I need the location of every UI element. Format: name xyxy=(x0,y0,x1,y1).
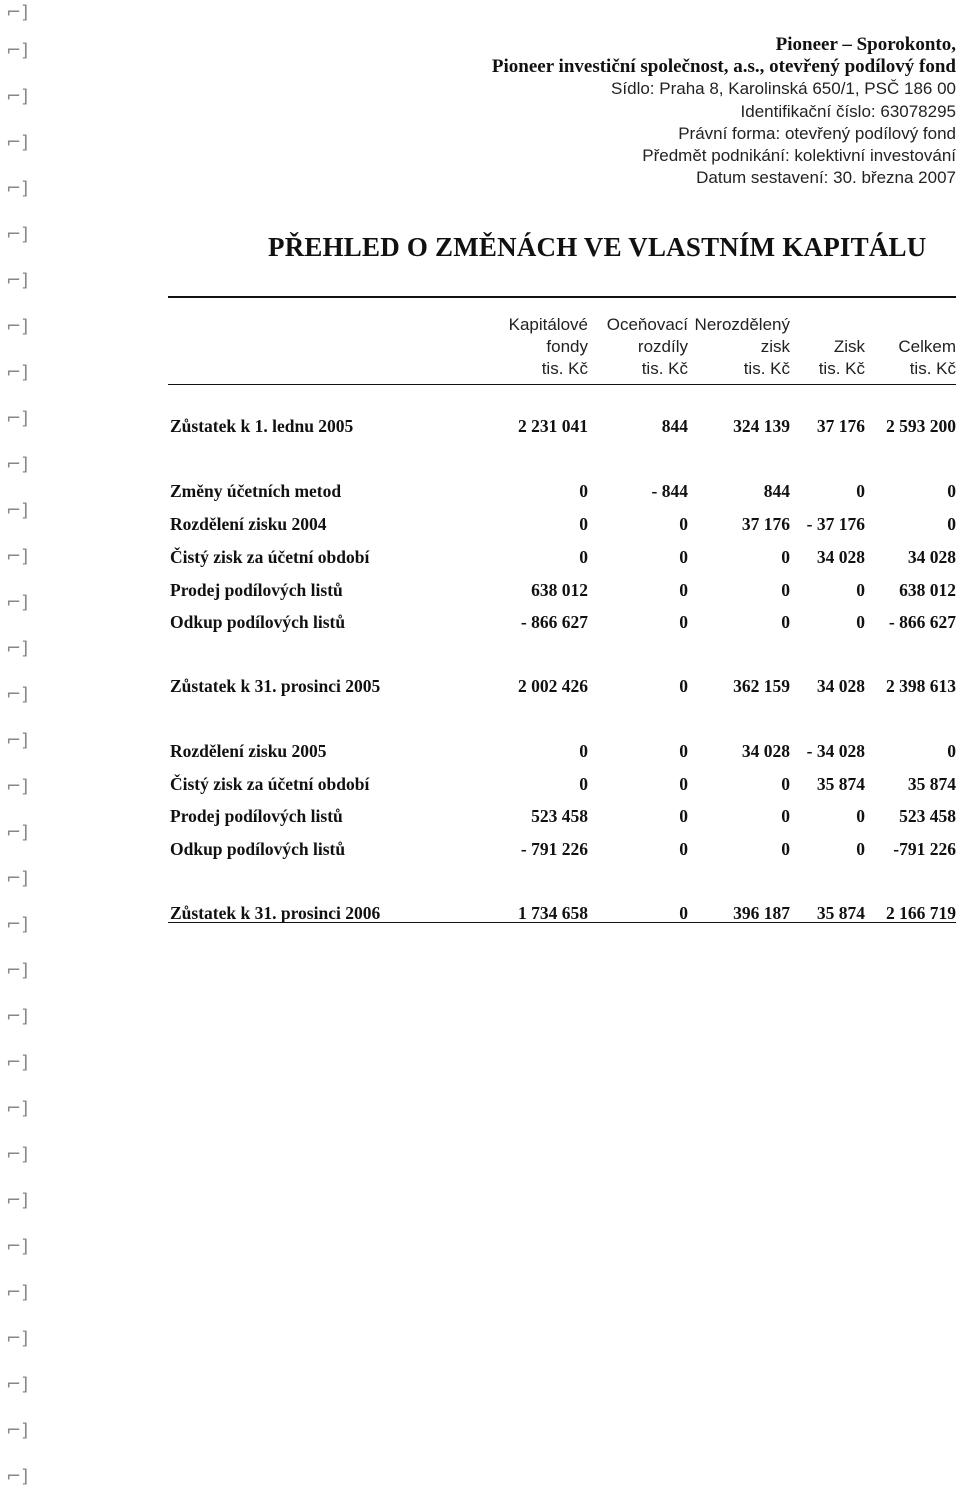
cell-capital-funds: 0 xyxy=(579,481,588,501)
binder-mark-icon: ⌐] xyxy=(6,1466,29,1487)
binder-mark-icon: ⌐] xyxy=(6,546,29,567)
cell-total: 2 398 613 xyxy=(886,676,956,696)
table-row xyxy=(0,741,960,765)
binder-mark-icon: ⌐] xyxy=(6,684,29,705)
cell-capital-funds: 0 xyxy=(579,547,588,567)
binder-mark-icon: ⌐] xyxy=(6,914,29,935)
cell-total: - 866 627 xyxy=(888,612,956,632)
column-unit: tis. Kč xyxy=(909,359,956,378)
cell-total: 2 593 200 xyxy=(886,416,956,436)
cell-profit: 37 176 xyxy=(816,416,865,436)
cell-profit: - 34 028 xyxy=(806,741,865,761)
row-label: Zůstatek k 31. prosinci 2005 xyxy=(170,676,381,696)
cell-profit: 34 028 xyxy=(816,547,865,567)
cell-revaluation: 844 xyxy=(661,416,688,436)
table-row xyxy=(0,806,960,830)
binder-mark-icon: ⌐] xyxy=(6,1236,29,1257)
cell-total: 0 xyxy=(947,481,956,501)
binder-mark-icon: ⌐] xyxy=(6,86,29,107)
column-header-line: Oceňovací xyxy=(606,315,688,334)
cell-total: 638 012 xyxy=(899,580,956,600)
fund-id-number: Identifikační číslo: 63078295 xyxy=(740,101,956,121)
cell-retained-earnings: 0 xyxy=(781,839,790,859)
cell-retained-earnings: 0 xyxy=(781,806,790,826)
cell-revaluation: 0 xyxy=(679,741,688,761)
cell-retained-earnings: 324 139 xyxy=(733,416,790,436)
cell-profit: 35 874 xyxy=(816,774,865,794)
divider-final xyxy=(168,922,956,923)
binder-mark-icon: ⌐] xyxy=(6,776,29,797)
column-header-retained-earnings xyxy=(695,314,790,380)
binder-mark-icon: ⌐] xyxy=(6,224,29,245)
row-label: Zůstatek k 1. lednu 2005 xyxy=(170,416,354,436)
cell-revaluation: 0 xyxy=(679,547,688,567)
cell-retained-earnings: 0 xyxy=(781,547,790,567)
binder-mark-icon: ⌐] xyxy=(6,316,29,337)
cell-capital-funds: 638 012 xyxy=(531,580,588,600)
cell-profit: 35 874 xyxy=(816,903,865,923)
fund-date-compiled: Datum sestavení: 30. března 2007 xyxy=(696,168,956,188)
binder-mark-icon: ⌐] xyxy=(6,270,29,291)
cell-capital-funds: 2 231 041 xyxy=(518,416,588,436)
cell-capital-funds: 2 002 426 xyxy=(518,676,588,696)
binder-mark-icon: ⌐] xyxy=(6,1052,29,1073)
cell-retained-earnings: 844 xyxy=(763,481,790,501)
row-label: Čistý zisk za účetní období xyxy=(170,774,370,794)
cell-revaluation: 0 xyxy=(679,903,688,923)
table-row xyxy=(0,676,960,700)
cell-profit: 0 xyxy=(856,481,865,501)
binder-mark-icon: ⌐] xyxy=(6,1420,29,1441)
column-unit: tis. Kč xyxy=(641,359,688,378)
cell-retained-earnings: 37 176 xyxy=(741,514,790,534)
cell-retained-earnings: 396 187 xyxy=(733,903,790,923)
table-row xyxy=(0,839,960,863)
table-row-final-balance xyxy=(0,903,960,927)
column-header-line: Kapitálové xyxy=(508,315,588,334)
table-row xyxy=(0,547,960,571)
cell-total: 0 xyxy=(947,741,956,761)
row-label: Rozdělení zisku 2004 xyxy=(170,514,327,534)
cell-revaluation: 0 xyxy=(679,806,688,826)
cell-revaluation: 0 xyxy=(679,676,688,696)
divider xyxy=(168,384,956,385)
cell-retained-earnings: 34 028 xyxy=(741,741,790,761)
page-title: PŘEHLED O ZMĚNÁCH VE VLASTNÍM KAPITÁLU xyxy=(268,232,927,262)
row-label: Prodej podílových listů xyxy=(170,806,343,826)
cell-profit: 0 xyxy=(856,612,865,632)
cell-retained-earnings: 0 xyxy=(781,612,790,632)
cell-retained-earnings: 0 xyxy=(781,580,790,600)
cell-capital-funds: 0 xyxy=(579,774,588,794)
divider xyxy=(168,296,956,298)
fund-name: Pioneer – Sporokonto, xyxy=(775,34,956,55)
cell-profit: 0 xyxy=(856,839,865,859)
column-header-line xyxy=(898,314,956,336)
cell-profit: 0 xyxy=(856,806,865,826)
binder-mark-icon: ⌐] xyxy=(6,1144,29,1165)
binder-mark-icon: ⌐] xyxy=(6,960,29,981)
row-label: Rozdělení zisku 2005 xyxy=(170,741,327,761)
table-row xyxy=(0,580,960,604)
cell-capital-funds: 523 458 xyxy=(531,806,588,826)
binder-mark-icon: ⌐] xyxy=(6,822,29,843)
cell-capital-funds: - 791 226 xyxy=(520,839,588,859)
binder-mark-icon: ⌐] xyxy=(6,408,29,429)
cell-profit: - 37 176 xyxy=(806,514,865,534)
binder-mark-icon: ⌐] xyxy=(6,592,29,613)
column-header-line xyxy=(819,314,865,336)
column-unit: tis. Kč xyxy=(541,359,588,378)
binder-mark-icon: ⌐] xyxy=(6,1006,29,1027)
cell-total: 34 028 xyxy=(907,547,956,567)
table-row xyxy=(0,774,960,798)
cell-total: 523 458 xyxy=(899,806,956,826)
row-label: Odkup podílových listů xyxy=(170,612,346,632)
column-header-profit xyxy=(819,314,865,380)
cell-capital-funds: 0 xyxy=(579,514,588,534)
binder-mark-icon: ⌐] xyxy=(6,132,29,153)
binder-mark-icon: ⌐] xyxy=(6,1190,29,1211)
cell-capital-funds: 1 734 658 xyxy=(518,903,588,923)
binder-mark-icon: ⌐] xyxy=(6,178,29,199)
binder-mark-icon: ⌐] xyxy=(6,1328,29,1349)
table-row xyxy=(0,416,960,440)
cell-total: 35 874 xyxy=(907,774,956,794)
cell-capital-funds: - 866 627 xyxy=(520,612,588,632)
binder-mark-icon: ⌐] xyxy=(6,1282,29,1303)
cell-revaluation: 0 xyxy=(679,612,688,632)
table-row xyxy=(0,514,960,538)
fund-legal-form: Právní forma: otevřený podílový fond xyxy=(678,123,956,143)
row-label: Změny účetních metod xyxy=(170,481,342,501)
binder-mark-icon: ⌐] xyxy=(6,1098,29,1119)
column-header-line: rozdíly xyxy=(637,337,688,356)
cell-profit: 34 028 xyxy=(816,676,865,696)
cell-revaluation: 0 xyxy=(679,774,688,794)
column-header-line: Celkem xyxy=(898,337,956,356)
binder-mark-icon: ⌐] xyxy=(6,1374,29,1395)
cell-revaluation: 0 xyxy=(679,580,688,600)
fund-header xyxy=(396,34,956,189)
table-row xyxy=(0,481,960,505)
cell-revaluation: 0 xyxy=(679,839,688,859)
cell-revaluation: 0 xyxy=(679,514,688,534)
cell-revaluation: - 844 xyxy=(651,481,688,501)
table-row xyxy=(0,612,960,636)
column-header-line: zisk xyxy=(760,337,790,356)
cell-total: -791 226 xyxy=(893,839,956,859)
fund-business-subject: Předmět podnikání: kolektivní investování xyxy=(642,146,956,166)
cell-retained-earnings: 0 xyxy=(781,774,790,794)
column-header-revaluation xyxy=(607,314,688,380)
cell-retained-earnings: 362 159 xyxy=(733,676,790,696)
binder-mark-icon: ⌐] xyxy=(6,40,29,61)
column-header-line: Nerozdělený xyxy=(694,315,790,334)
cell-total: 0 xyxy=(947,514,956,534)
column-unit: tis. Kč xyxy=(818,359,865,378)
column-header-line: Zisk xyxy=(833,337,865,356)
column-header-line: fondy xyxy=(546,337,588,356)
cell-profit: 0 xyxy=(856,580,865,600)
binder-mark-icon: ⌐] xyxy=(6,500,29,521)
binder-mark-icon: ⌐] xyxy=(6,638,29,659)
binder-mark-icon: ⌐] xyxy=(6,362,29,383)
column-header-capital-funds xyxy=(509,314,588,380)
cell-total: 2 166 719 xyxy=(886,903,956,923)
binder-mark-icon: ⌐] xyxy=(6,2,29,23)
row-label: Prodej podílových listů xyxy=(170,580,343,600)
fund-company: Pioneer investiční společnost, a.s., otevřený podílový fond xyxy=(491,56,956,78)
binder-mark-icon: ⌐] xyxy=(6,868,29,889)
column-unit: tis. Kč xyxy=(743,359,790,378)
row-label: Odkup podílových listů xyxy=(170,839,346,859)
row-label: Zůstatek k 31. prosinci 2006 xyxy=(170,903,381,923)
cell-capital-funds: 0 xyxy=(579,741,588,761)
column-header-total xyxy=(898,314,956,380)
row-label: Čistý zisk za účetní období xyxy=(170,547,370,567)
fund-address: Sídlo: Praha 8, Karolinská 650/1, PSČ 186 00 xyxy=(611,79,956,99)
binder-mark-icon: ⌐] xyxy=(6,454,29,475)
binder-mark-icon: ⌐] xyxy=(6,730,29,751)
